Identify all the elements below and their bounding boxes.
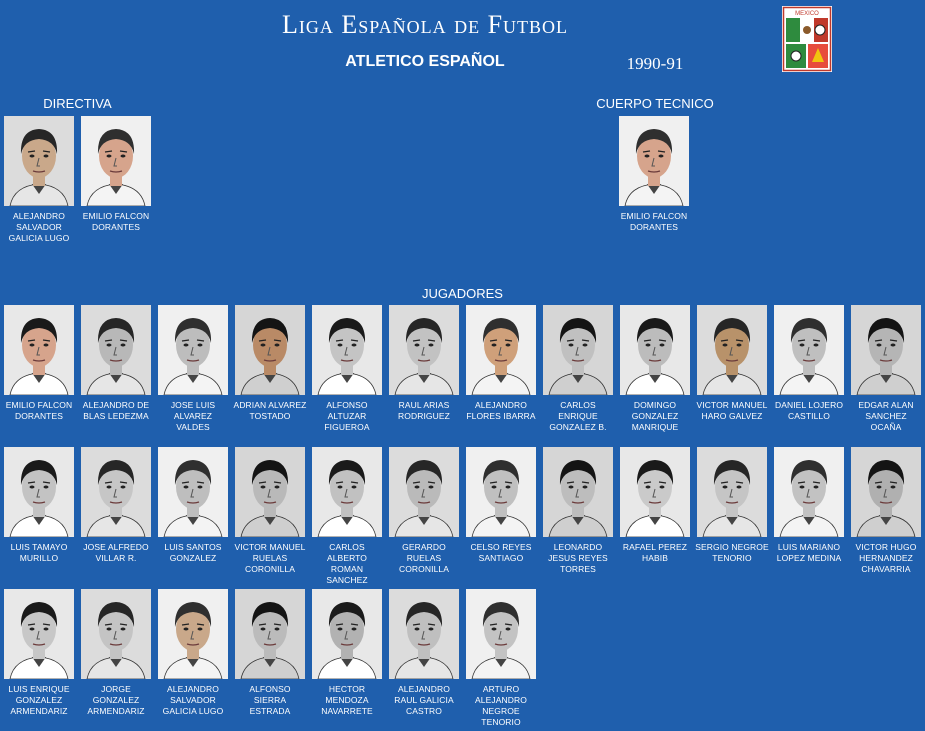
person-name: DANIEL LOJERO CASTILLO: [774, 400, 844, 421]
portrait-photo: [235, 447, 305, 537]
league-title: Liga Española de Futbol: [281, 10, 569, 39]
person-card-alfonso-sierra-estrada: [233, 589, 307, 717]
person-name: ALEJANDRO SALVADOR GALICIA LUGO: [8, 211, 70, 243]
person-name: EDGAR ALAN SANCHEZ OCAÑA: [858, 400, 914, 432]
person-name: LUIS TAMAYO MURILLO: [10, 542, 68, 563]
portrait-photo: [851, 447, 921, 537]
person-name: LEONARDO JESUS REYES TORRES: [548, 542, 608, 574]
person-name: VICTOR HUGO HERNANDEZ CHAVARRIA: [855, 542, 917, 574]
person-name: EMILIO FALCON DORANTES: [620, 211, 688, 232]
portrait-photo: [851, 305, 921, 395]
person-name: VICTOR MANUEL RUELAS CORONILLA: [234, 542, 306, 574]
portrait-photo: [4, 447, 74, 537]
portrait-photo: [81, 589, 151, 679]
person-name: ALFONSO SIERRA ESTRADA: [249, 684, 291, 716]
person-card-jose-alfredo-villar-r: [79, 447, 153, 564]
person-card-victor-manuel-ruelas-coronilla: [233, 447, 307, 575]
section-directiva: DIRECTIVA: [43, 96, 112, 111]
person-card-alejandro-raul-galicia-castro: [387, 589, 461, 717]
person-name: CELSO REYES SANTIAGO: [470, 542, 532, 563]
person-card-carlos-enrique-gonzalez-b: [541, 305, 615, 433]
person-name: GERARDO RUELAS CORONILLA: [398, 542, 450, 574]
person-card-alejandro-salvador-galicia-lugo: [2, 116, 76, 244]
portrait-photo: [312, 589, 382, 679]
person-card-hector-mendoza-navarrete: [310, 589, 384, 717]
person-name: DOMINGO GONZALEZ MANRIQUE: [631, 400, 679, 432]
portrait-photo: [81, 447, 151, 537]
person-card-luis-tamayo-murillo: [2, 447, 76, 564]
person-card-carlos-alberto-roman-sanchez: [310, 447, 384, 586]
person-card-daniel-lojero-castillo: [772, 305, 846, 422]
person-name: JOSE ALFREDO VILLAR R.: [83, 542, 149, 563]
person-card-edgar-alan-sanchez-ocana: [849, 305, 923, 433]
team-name: ATLETICO ESPAÑOL: [345, 53, 505, 70]
section-jugadores: JUGADORES: [422, 286, 503, 301]
person-card-domingo-gonzalez-manrique: [618, 305, 692, 433]
portrait-photo: [235, 589, 305, 679]
portrait-photo: [543, 447, 613, 537]
portrait-photo: [4, 305, 74, 395]
portrait-photo: [620, 305, 690, 395]
portrait-photo: [466, 447, 536, 537]
portrait-photo: [4, 116, 74, 206]
portrait-photo: [466, 589, 536, 679]
portrait-photo: [774, 447, 844, 537]
person-name: JOSE LUIS ALVAREZ VALDES: [170, 400, 216, 432]
portrait-photo: [312, 447, 382, 537]
portrait-photo: [620, 447, 690, 537]
person-card-adrian-alvarez-tostado: [233, 305, 307, 422]
person-card-luis-santos-gonzalez: [156, 447, 230, 564]
person-card-alejandro-flores-ibarra: [464, 305, 538, 422]
emblem-text: MEXICO: [795, 11, 819, 17]
person-card-jorge-gonzalez-armendariz: [79, 589, 153, 717]
portrait-photo: [235, 305, 305, 395]
person-card-jose-luis-alvarez-valdes: [156, 305, 230, 433]
person-card-luis-mariano-lopez-medina: [772, 447, 846, 564]
portrait-photo: [389, 305, 459, 395]
person-name: ALEJANDRO RAUL GALICIA CASTRO: [394, 684, 454, 716]
person-name: ALEJANDRO SALVADOR GALICIA LUGO: [162, 684, 224, 716]
person-card-leonardo-jesus-reyes-torres: [541, 447, 615, 575]
person-card-alejandro-de-blas-ledezma: [79, 305, 153, 422]
person-card-raul-arias-rodriguez: [387, 305, 461, 422]
person-name: CARLOS ALBERTO ROMAN SANCHEZ: [326, 542, 368, 585]
person-name: RAFAEL PEREZ HABIB: [622, 542, 688, 563]
person-card-sergio-negroe-tenorio: [695, 447, 769, 564]
portrait-photo: [543, 305, 613, 395]
person-name: ADRIAN ALVAREZ TOSTADO: [233, 400, 307, 421]
person-name: RAUL ARIAS RODRIGUEZ: [398, 400, 450, 421]
person-name: JORGE GONZALEZ ARMENDARIZ: [87, 684, 145, 716]
portrait-photo: [389, 447, 459, 537]
person-name: ALEJANDRO FLORES IBARRA: [466, 400, 536, 421]
person-name: VICTOR MANUEL HARO GALVEZ: [696, 400, 768, 421]
person-card-rafael-perez-habib: [618, 447, 692, 564]
person-name: ALFONSO ALTUZAR FIGUEROA: [324, 400, 370, 432]
person-name: EMILIO FALCON DORANTES: [5, 400, 73, 421]
section-cuerpo-tecnico: CUERPO TECNICO: [596, 96, 714, 111]
person-card-victor-manuel-haro-galvez: [695, 305, 769, 422]
portrait-photo: [158, 447, 228, 537]
person-card-gerardo-ruelas-coronilla: [387, 447, 461, 575]
portrait-photo: [389, 589, 459, 679]
portrait-photo: [466, 305, 536, 395]
person-name: EMILIO FALCON DORANTES: [82, 211, 150, 232]
person-name: LUIS ENRIQUE GONZALEZ ARMENDARIZ: [8, 684, 70, 716]
person-card-victor-hugo-hernandez-chavarria: [849, 447, 923, 575]
portrait-photo: [697, 305, 767, 395]
mexico-emblem-icon: [782, 6, 832, 72]
person-name: ALEJANDRO DE BLAS LEDEZMA: [82, 400, 150, 421]
person-card-emilio-falcon-dorantes: [2, 305, 76, 422]
portrait-photo: [619, 116, 689, 206]
portrait-photo: [158, 589, 228, 679]
person-card-arturo-alejandro-negroe-tenorio: [464, 589, 538, 728]
person-card-alfonso-altuzar-figueroa: [310, 305, 384, 433]
person-card-luis-enrique-gonzalez-armendariz: [2, 589, 76, 717]
portrait-photo: [4, 589, 74, 679]
person-name: SERGIO NEGROE TENORIO: [695, 542, 769, 563]
portrait-photo: [312, 305, 382, 395]
portrait-photo: [81, 116, 151, 206]
person-name: LUIS SANTOS GONZALEZ: [164, 542, 222, 563]
person-card-emilio-falcon-dorantes: [617, 116, 691, 233]
portrait-photo: [158, 305, 228, 395]
person-card-emilio-falcon-dorantes: [79, 116, 153, 233]
portrait-photo: [774, 305, 844, 395]
person-name: ARTURO ALEJANDRO NEGROE TENORIO: [475, 684, 527, 727]
portrait-photo: [81, 305, 151, 395]
season-label: 1990-91: [626, 54, 684, 73]
portrait-photo: [697, 447, 767, 537]
person-name: LUIS MARIANO LOPEZ MEDINA: [776, 542, 842, 563]
person-card-alejandro-salvador-galicia-lugo: [156, 589, 230, 717]
person-name: CARLOS ENRIQUE GONZALEZ B.: [549, 400, 607, 432]
person-name: HECTOR MENDOZA NAVARRETE: [321, 684, 373, 716]
person-card-celso-reyes-santiago: [464, 447, 538, 564]
